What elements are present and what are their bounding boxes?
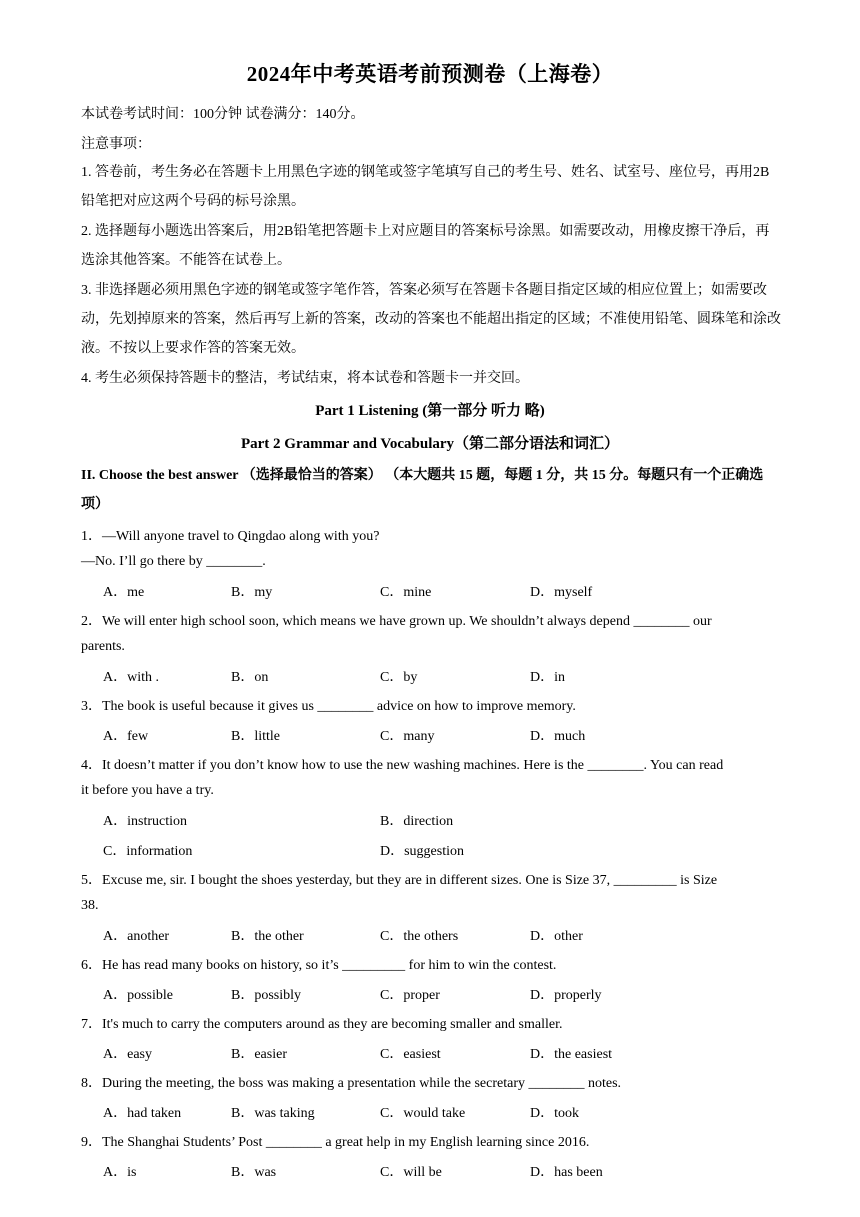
question-7-text: 7．It's much to carry the computers around as they are becoming smaller and smaller. [81,1017,563,1032]
part1-heading: Part 1 Listening (第一部分 听力 略) [315,403,545,419]
question-8-text: 8．During the meeting, the boss was making a presentation while the secretary ________ notes. [81,1076,622,1091]
q6-option-c: C．proper [380,988,440,1003]
q2-option-b: B．on [231,670,269,685]
question-2-text-cont: parents. [81,639,125,654]
q7-option-d: D．the easiest [530,1047,613,1062]
q9-option-c: C．will be [380,1165,442,1180]
q9-option-b: B．was [231,1165,277,1180]
question-4-text: 4．It doesn’t matter if you don’t know how to use the new washing machines. Here is the ________. You can read [81,758,724,773]
q7-option-a: A．easy [103,1047,152,1062]
q6-option-b: B．possibly [231,988,302,1003]
q5-option-c: C．the others [380,929,459,944]
q9-option-a: A．is [103,1165,137,1180]
q4-option-d: D．suggestion [380,844,464,859]
q8-option-c: C．would take [380,1106,466,1121]
q1-option-c: C．mine [380,585,432,600]
note-1: 1. 答卷前，考生务必在答题卡上用黑色字迹的钢笔或签字笔填写自己的考生号、姓名、试室号、座位号，再用2B铅笔把对应这两个号码的标号涂黑。 [81,165,770,209]
q3-option-a: A．few [103,729,149,744]
q3-option-b: B．little [231,729,280,744]
q5-option-b: B．the other [231,929,304,944]
question-6-text: 6．He has read many books on history, so it’s _________ for him to win the contest. [81,958,557,973]
question-4-text-cont: it before you have a try. [81,783,214,798]
question-5-text-cont: 38. [81,898,99,913]
part2-heading: Part 2 Grammar and Vocabulary（第二部分语法和词汇） [240,436,620,452]
q6-option-a: A．possible [103,988,173,1003]
q5-option-a: A．another [103,929,170,944]
q9-option-d: D．has been [530,1165,603,1180]
question-3-text: 3．The book is useful because it gives us ________ advice on how to improve memory. [81,699,576,714]
exam-time-info: 本试卷考试时间：100分钟 试卷满分：140分。 [81,107,365,122]
page-title: 2024年中考英语考前预测卷（上海卷） [246,62,614,86]
q2-option-c: C．by [380,670,418,685]
q1-option-d: D．myself [530,585,593,600]
q8-option-a: A．had taken [103,1106,182,1121]
question-1-text: 1．—Will anyone travel to Qingdao along with you? [81,529,380,544]
notes-heading: 注意事项： [81,137,151,152]
q3-option-c: C．many [380,729,435,744]
q7-option-b: B．easier [231,1047,287,1062]
question-2-text: 2．We will enter high school soon, which means we have grown up. We shouldn’t always depend ________ our [81,614,712,629]
q8-option-d: D．took [530,1106,579,1121]
q8-option-b: B．was taking [231,1106,315,1121]
note-4: 4. 考生必须保持答题卡的整洁，考试结束，将本试卷和答题卡一并交回。 [81,371,529,386]
question-9-text: 9．The Shanghai Students’ Post ________ a great help in my English learning since 2016. [81,1135,590,1150]
q6-option-d: D．properly [530,988,602,1003]
q2-option-a: A．with . [103,670,159,685]
q4-option-b: B．direction [380,814,454,829]
q4-option-a: A．instruction [103,814,187,829]
question-1-text-cont: —No. I’ll go there by ________. [81,554,266,569]
q3-option-d: D．much [530,729,586,744]
note-3: 3. 非选择题必须用黑色字迹的钢笔或签字笔作答，答案必须写在答题卡各题目指定区域的相应位置上；如需要改动，先划掉原来的答案，然后再写上新的答案，改动的答案也不能超出指定的区域；不准使用铅笔、圆珠笔和涂改液。不按以上要求作答的答案无效。 [81,283,781,356]
q4-option-c: C．information [103,844,193,859]
q7-option-c: C．easiest [380,1047,441,1062]
q5-option-d: D．other [530,929,583,944]
question-5-text: 5．Excuse me, sir. I bought the shoes yesterday, but they are in different sizes. One is Size 37, _________ is Size [81,873,718,888]
section-heading: II. Choose the best answer （选择最恰当的答案） （本大题共 15 题，每题 1 分，共 15 分。每题只有一个正确选项） [81,468,764,512]
q1-option-b: B．my [231,585,273,600]
note-2: 2. 选择题每小题选出答案后，用2B铅笔把答题卡上对应题目的答案标号涂黑。如需要改动，用橡皮擦干净后，再选涂其他答案。不能答在试卷上。 [81,224,770,268]
q1-option-a: A．me [103,585,145,600]
q2-option-d: D．in [530,670,565,685]
